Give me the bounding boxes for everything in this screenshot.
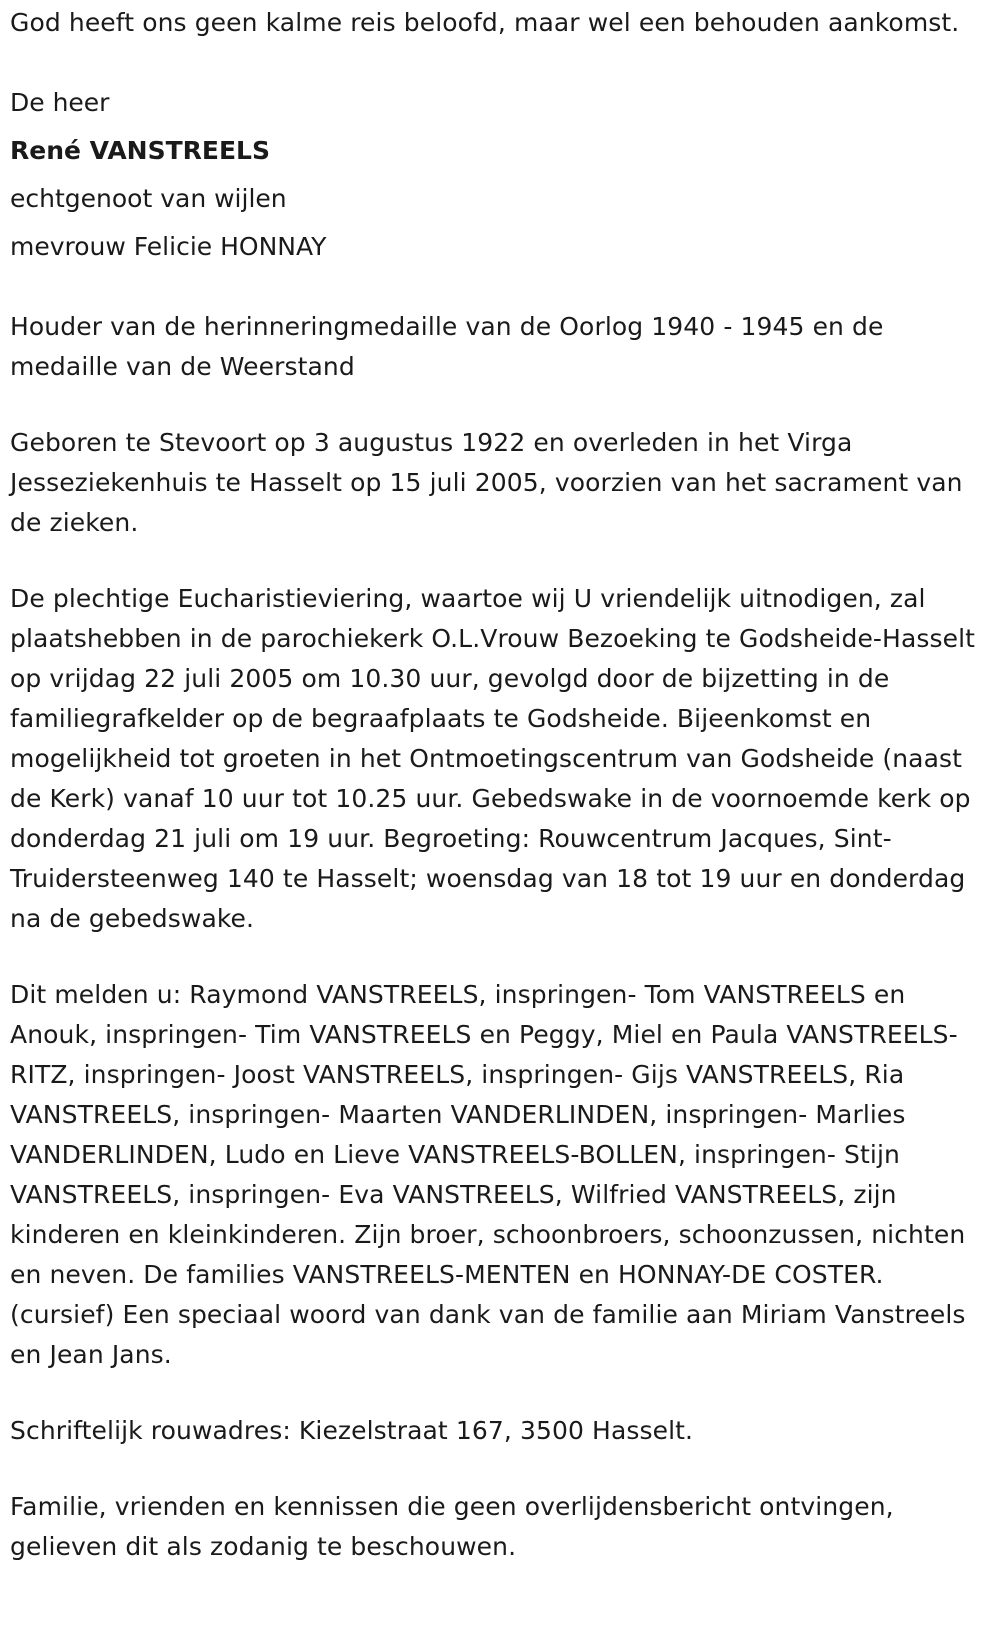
closing-paragraph: Familie, vrienden en kennissen die geen overlijdensbericht ontvingen, gelieven dit als zodanig te beschouwen. (10, 1492, 894, 1561)
deceased-spouse: mevrouw Felicie HONNAY (10, 232, 327, 261)
address-paragraph: Schriftelijk rouwadres: Kiezelstraat 167, 3500 Hasselt. (10, 1416, 694, 1445)
family-paragraph: Dit melden u: Raymond VANSTREELS, inspringen- Tom VANSTREELS en Anouk, inspringen- Tim VANSTREELS en Peggy, Miel en Paula VANSTREELS-RITZ, inspringen- Joost VANSTREELS, inspringen- Gijs VANSTREELS, Ria VANSTREELS, inspringen- Maarten VANDERLINDEN, inspringen- Marlies VANDERLINDEN, Ludo en Lieve VANSTREELS-BOLLEN, inspringen- Stijn VANSTREELS, inspringen- Eva VANSTREELS, Wilfried VANSTREELS, zijn kinderen en kleinkinderen. Zijn broer, schoonbroers, schoonzussen, nichten en neven. De families VANSTREELS-MENTEN en HONNAY-DE COSTER. (cursief) Een speciaal woord van dank van de familie aan Miriam Vanstreels en Jean Jans. (10, 980, 966, 1369)
spacer (10, 43, 990, 79)
ceremony-paragraph: De plechtige Eucharistieviering, waartoe wij U vriendelijk uitnodigen, zal plaatshebben in de parochiekerk O.L.Vrouw Bezoeking te Godsheide-Hasselt op vrijdag 22 juli 2005 om 10.30 uur, gevolgd door de bijzetting in de familiegrafkelder op de begraafplaats te Godsheide. Bijeenkomst en mogelijkheid tot groeten in het Ontmoetingscentrum van Godsheide (naast de Kerk) vanaf 10 uur tot 10.25 uur. Gebedswake in de voornoemde kerk op donderdag 21 juli om 19 uur. Begroeting: Rouwcentrum Jacques, Sint-Truidersteenweg 140 te Hasselt; woensdag van 18 tot 19 uur en donderdag na de gebedswake. (10, 584, 976, 933)
spacer (10, 387, 990, 423)
spacer (10, 1375, 990, 1411)
birth-death-paragraph: Geboren te Stevoort op 3 augustus 1922 en overleden in het Virga Jesseziekenhuis te Hasselt op 15 juli 2005, voorzien van het sacrament van de zieken. (10, 428, 963, 537)
deceased-name: René VANSTREELS (10, 136, 270, 165)
spacer (10, 939, 990, 975)
spacer (10, 271, 990, 307)
spacer (10, 543, 990, 579)
deceased-title: De heer (10, 88, 110, 117)
spacer (10, 1451, 990, 1487)
deceased-relation: echtgenoot van wijlen (10, 184, 287, 213)
motto: God heeft ons geen kalme reis beloofd, maar wel een behouden aankomst. (10, 8, 960, 37)
honors-paragraph: Houder van de herinneringmedaille van de Oorlog 1940 - 1945 en de medaille van de Weerstand (10, 312, 884, 381)
